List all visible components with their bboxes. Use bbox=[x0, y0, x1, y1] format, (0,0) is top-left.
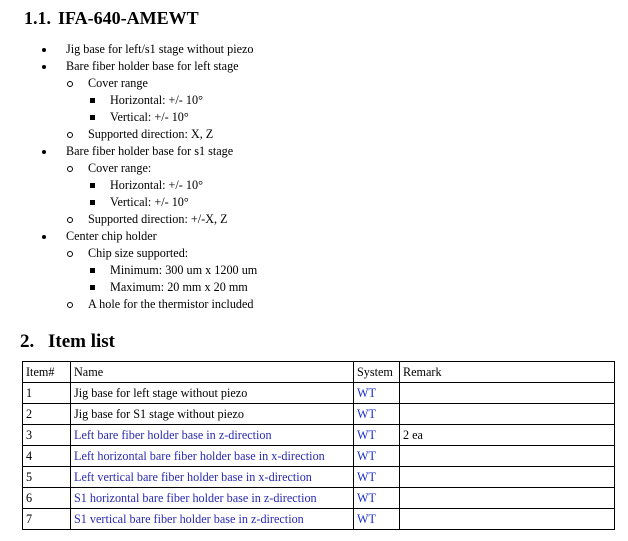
cell-system: WT bbox=[354, 488, 400, 509]
list-item bbox=[0, 126, 628, 143]
item-list-number: 2. bbox=[20, 331, 35, 352]
cell-remark bbox=[400, 404, 615, 425]
cell-remark: 2 ea bbox=[400, 425, 615, 446]
list-item-text: Minimum: 300 um x 1200 um bbox=[110, 263, 258, 277]
item-list-table bbox=[22, 361, 615, 530]
cell-system: WT bbox=[354, 467, 400, 488]
cell-item: 4 bbox=[23, 446, 71, 467]
cell-item: 2 bbox=[23, 404, 71, 425]
cell-name: Jig base for S1 stage without piezo bbox=[71, 404, 354, 425]
list-item-text: Supported direction: X, Z bbox=[88, 127, 214, 141]
list-item bbox=[0, 211, 628, 228]
cell-system: WT bbox=[354, 383, 400, 404]
list-item bbox=[0, 228, 628, 245]
cell-name: Jig base for left stage without piezo bbox=[71, 383, 354, 404]
list-item-text: Maximum: 20 mm x 20 mm bbox=[110, 280, 248, 294]
list-item bbox=[0, 279, 628, 296]
table-row bbox=[23, 425, 615, 446]
item-list-heading bbox=[20, 330, 115, 354]
section-number: 1.1. bbox=[24, 8, 51, 28]
list-item-text: Vertical: +/- 10° bbox=[110, 195, 189, 209]
cell-remark bbox=[400, 509, 615, 530]
cell-system: WT bbox=[354, 446, 400, 467]
list-item-text: Bare fiber holder base for s1 stage bbox=[66, 144, 234, 158]
cell-item: 6 bbox=[23, 488, 71, 509]
cell-remark bbox=[400, 488, 615, 509]
section-heading bbox=[24, 6, 199, 30]
cell-remark bbox=[400, 446, 615, 467]
cell-system: WT bbox=[354, 425, 400, 446]
list-item-text: A hole for the thermistor included bbox=[88, 297, 254, 311]
header-remark: Remark bbox=[400, 362, 615, 383]
list-item bbox=[0, 58, 628, 75]
list-item bbox=[0, 75, 628, 92]
table-row bbox=[23, 404, 615, 425]
table-row bbox=[23, 467, 615, 488]
cell-name[interactable]: Left bare fiber holder base in z-direction bbox=[71, 425, 354, 446]
list-item bbox=[0, 245, 628, 262]
spec-bullet-list bbox=[0, 41, 628, 313]
header-name: Name bbox=[71, 362, 354, 383]
list-item bbox=[0, 143, 628, 160]
cell-system: WT bbox=[354, 509, 400, 530]
cell-name[interactable]: Left horizontal bare fiber holder base in x-direction bbox=[71, 446, 354, 467]
list-item bbox=[0, 177, 628, 194]
table-row bbox=[23, 488, 615, 509]
list-item-text: Center chip holder bbox=[66, 229, 157, 243]
cell-name[interactable]: Left vertical bare fiber holder base in x-direction bbox=[71, 467, 354, 488]
list-item bbox=[0, 109, 628, 126]
header-system: System bbox=[354, 362, 400, 383]
cell-item: 1 bbox=[23, 383, 71, 404]
list-item bbox=[0, 41, 628, 58]
list-item-text: Bare fiber holder base for left stage bbox=[66, 59, 239, 73]
table-row bbox=[23, 509, 615, 530]
list-item-text: Cover range: bbox=[88, 161, 152, 175]
list-item-text: Vertical: +/- 10° bbox=[110, 110, 189, 124]
table-header-row bbox=[23, 362, 615, 383]
list-item bbox=[0, 194, 628, 211]
list-item bbox=[0, 92, 628, 109]
cell-item: 7 bbox=[23, 509, 71, 530]
list-item-text: Supported direction: +/-X, Z bbox=[88, 212, 228, 226]
list-item bbox=[0, 262, 628, 279]
list-item-text: Jig base for left/s1 stage without piezo bbox=[66, 42, 254, 56]
section-title: IFA-640-AMEWT bbox=[58, 8, 199, 28]
list-item-text: Horizontal: +/- 10° bbox=[110, 178, 203, 192]
list-item-text: Chip size supported: bbox=[88, 246, 189, 260]
cell-name[interactable]: S1 vertical bare fiber holder base in z-direction bbox=[71, 509, 354, 530]
cell-item: 5 bbox=[23, 467, 71, 488]
cell-item: 3 bbox=[23, 425, 71, 446]
list-item bbox=[0, 160, 628, 177]
header-item: Item# bbox=[23, 362, 71, 383]
list-item-text: Horizontal: +/- 10° bbox=[110, 93, 203, 107]
list-item bbox=[0, 296, 628, 313]
table-row bbox=[23, 383, 615, 404]
cell-system: WT bbox=[354, 404, 400, 425]
list-item-text: Cover range bbox=[88, 76, 148, 90]
cell-remark bbox=[400, 467, 615, 488]
table-row bbox=[23, 446, 615, 467]
item-list-title: Item list bbox=[48, 331, 116, 352]
cell-name[interactable]: S1 horizontal bare fiber holder base in z-direction bbox=[71, 488, 354, 509]
cell-remark bbox=[400, 383, 615, 404]
